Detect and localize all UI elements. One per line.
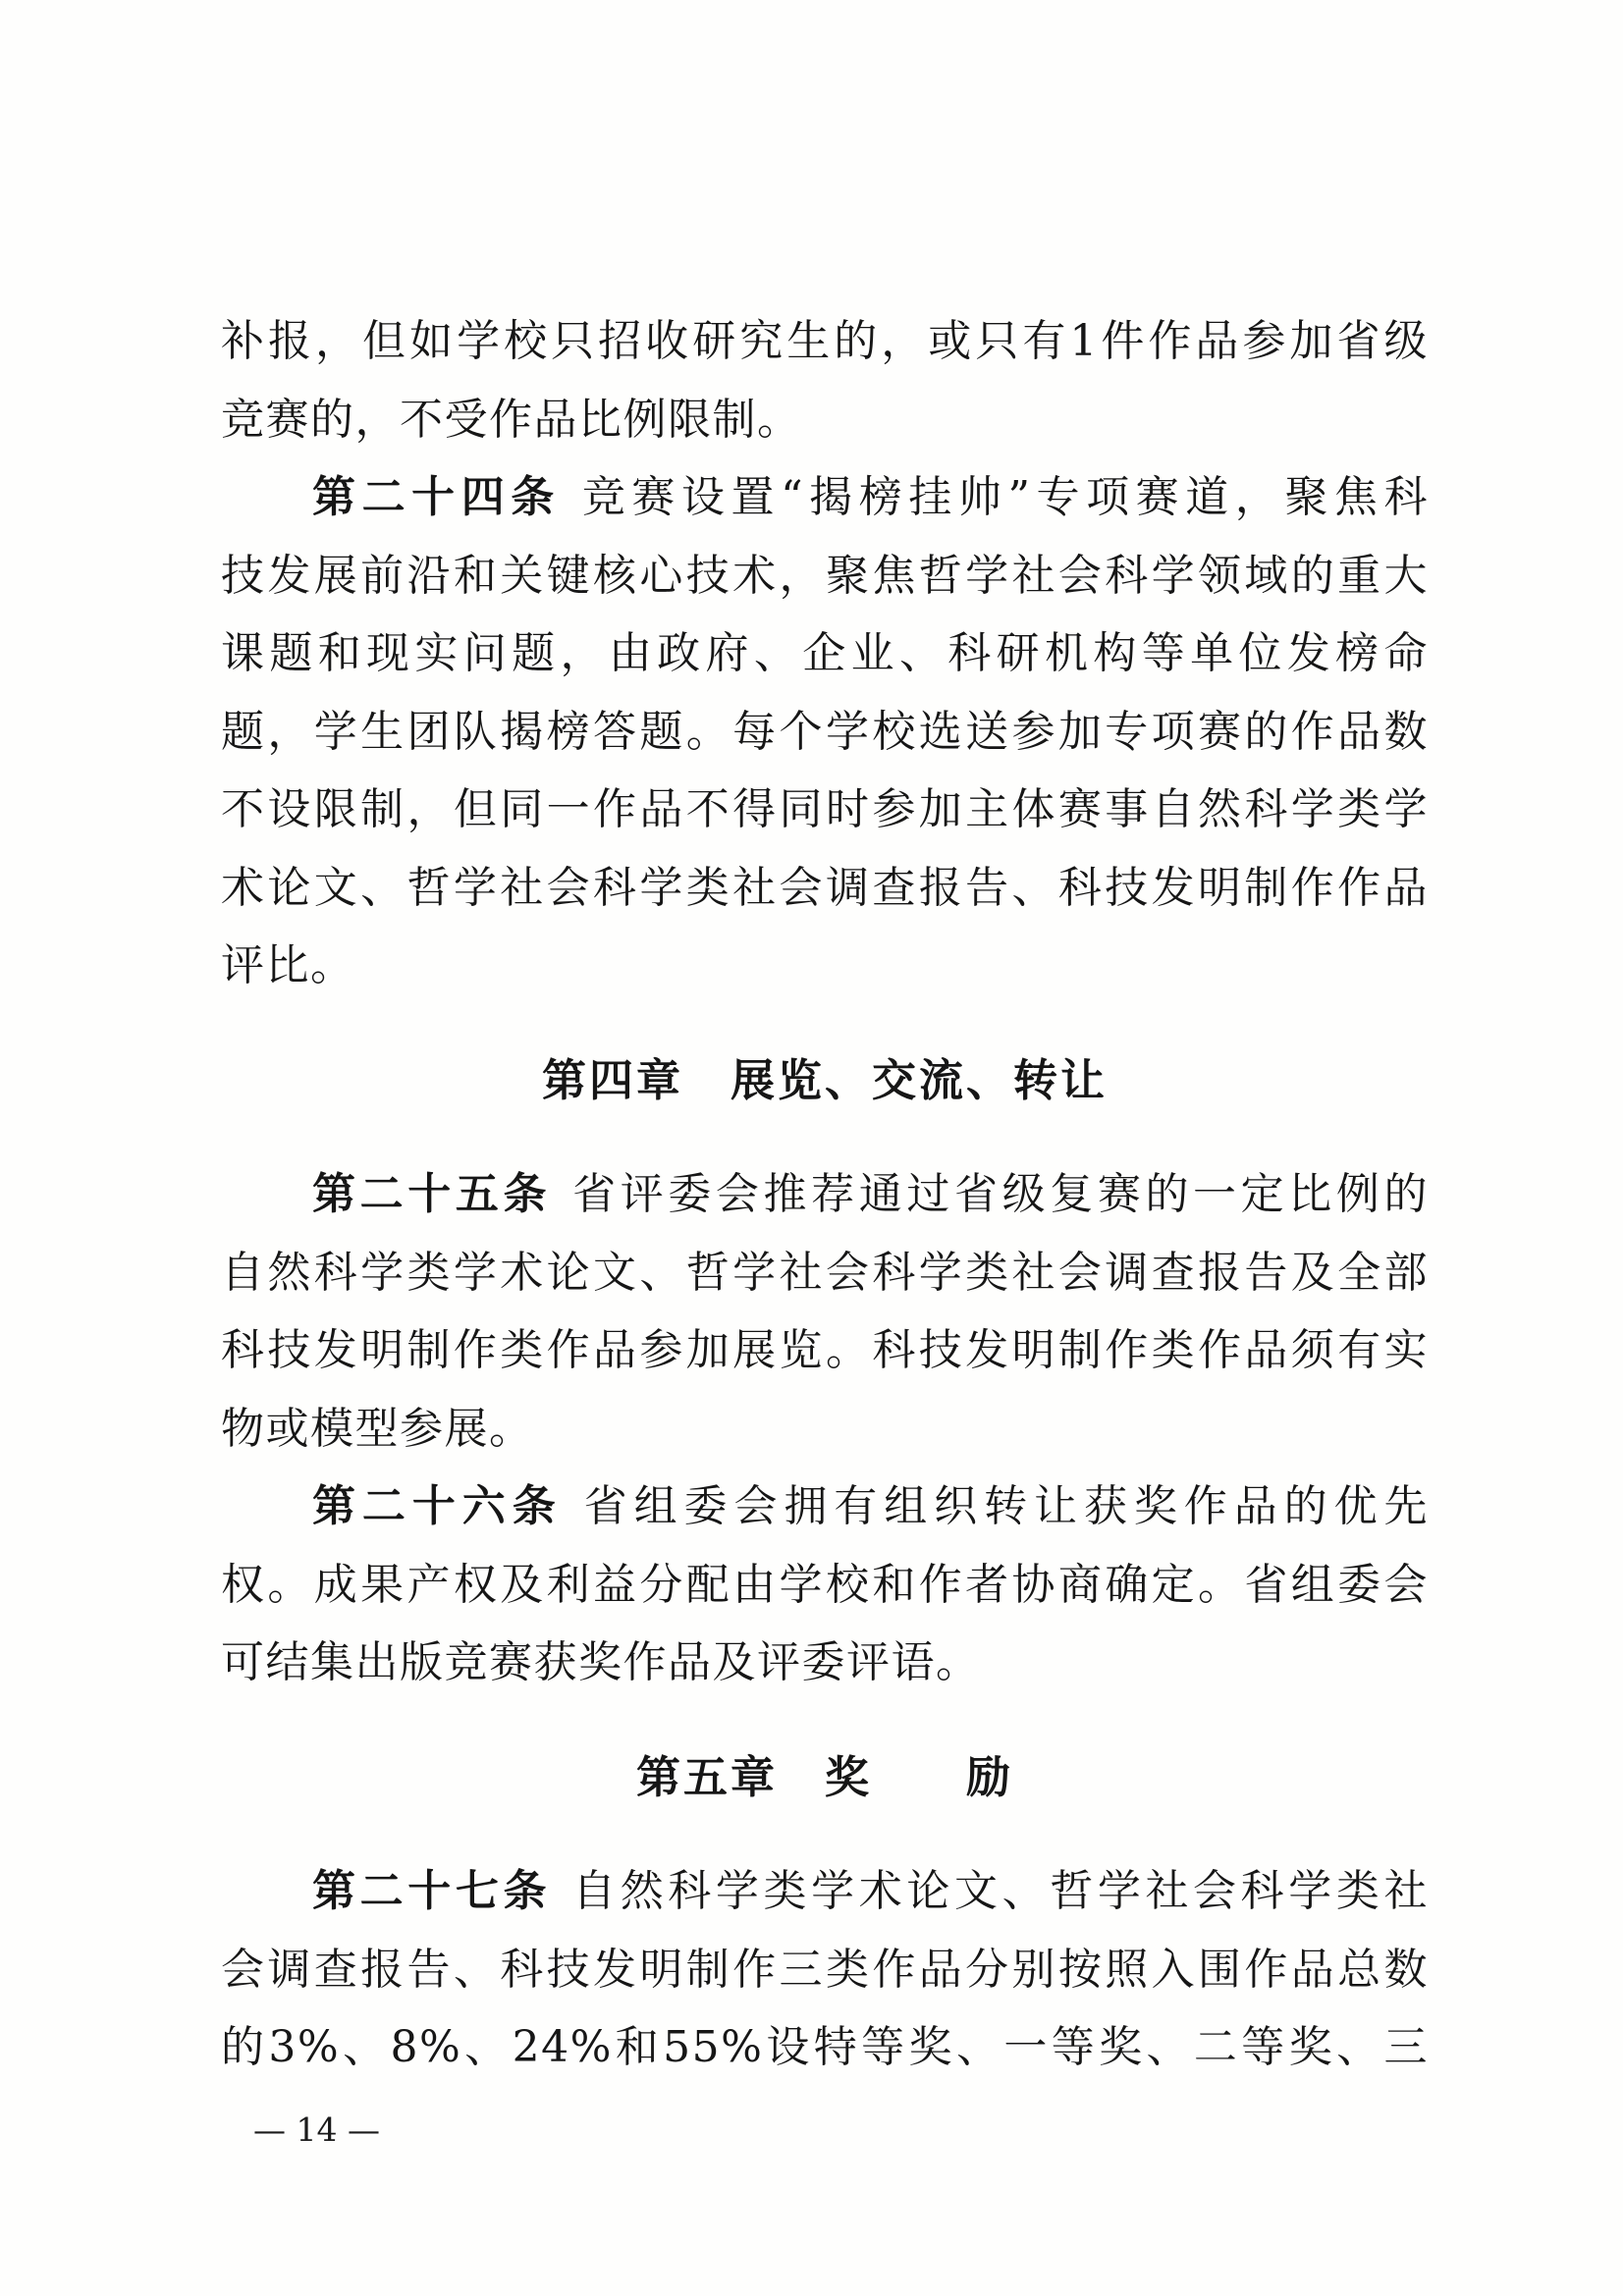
article-label: 第二十五条 <box>312 1169 552 1219</box>
article-26 <box>221 1468 1429 1702</box>
text-line: 会调查报告、科技发明制作三类作品分别按照入围作品总数 <box>221 1944 1429 1995</box>
article-text: 省组委会拥有组织转让获奖作品的优先 <box>583 1481 1429 1531</box>
text-line: 竞赛的，不受作品比例限制。 <box>221 394 802 445</box>
text-line: 物或模型参展。 <box>221 1403 534 1454</box>
article-label: 第二十四条 <box>312 472 561 522</box>
text-line <box>221 1468 1429 1546</box>
text-block <box>221 302 1429 2087</box>
article-24 <box>221 458 1429 1005</box>
chapter-heading: 第五章 奖 励 <box>635 1750 1013 1803</box>
text-line: 题，学生团队揭榜答题。每个学校选送参加专项赛的作品数 <box>221 706 1429 757</box>
text-line: 技发展前沿和关键核心技术，聚焦哲学社会科学领域的重大 <box>221 550 1429 601</box>
text-line: 补报，但如学校只招收研究生的，或只有1件作品参加省级 <box>221 316 1429 366</box>
text-line: 自然科学类学术论文、哲学社会科学类社会调查报告及全部 <box>221 1247 1429 1298</box>
text-line: 课题和现实问题，由政府、企业、科研机构等单位发榜命 <box>221 628 1429 678</box>
article-label: 第二十七条 <box>312 1866 552 1916</box>
text-line: 权。成果产权及利益分配由学校和作者协商确定。省组委会 <box>221 1559 1429 1610</box>
text-line: 评比。 <box>221 940 355 990</box>
text-line: 不设限制，但同一作品不得同时参加主体赛事自然科学类学 <box>221 784 1429 834</box>
text-line <box>221 1852 1429 1931</box>
text-line: 的3%、8%、24%和55%设特等奖、一等奖、二等奖、三 <box>221 2022 1429 2072</box>
article-25 <box>221 1155 1429 1468</box>
article-label: 第二十六条 <box>312 1481 563 1531</box>
text-line: 可结集出版竞赛获奖作品及评委评语。 <box>221 1637 981 1687</box>
article-text: 自然科学类学术论文、哲学社会科学类社 <box>572 1866 1429 1916</box>
continuation-paragraph <box>221 302 1429 458</box>
text-line <box>221 1155 1429 1234</box>
text-line <box>221 458 1429 537</box>
text-line: 术论文、哲学社会科学类社会调查报告、科技发明制作作品 <box>221 862 1429 913</box>
chapter-heading: 第四章 展览、交流、转让 <box>541 1053 1108 1106</box>
article-27 <box>221 1852 1429 2087</box>
article-text: 省评委会推荐通过省级复赛的一定比例的 <box>572 1169 1429 1219</box>
page-number: — 14 — <box>253 2110 380 2149</box>
text-line: 科技发明制作类作品参加展览。科技发明制作类作品须有实 <box>221 1325 1429 1375</box>
article-text: 竞赛设置“揭榜挂帅”专项赛道，聚焦科 <box>581 472 1429 522</box>
